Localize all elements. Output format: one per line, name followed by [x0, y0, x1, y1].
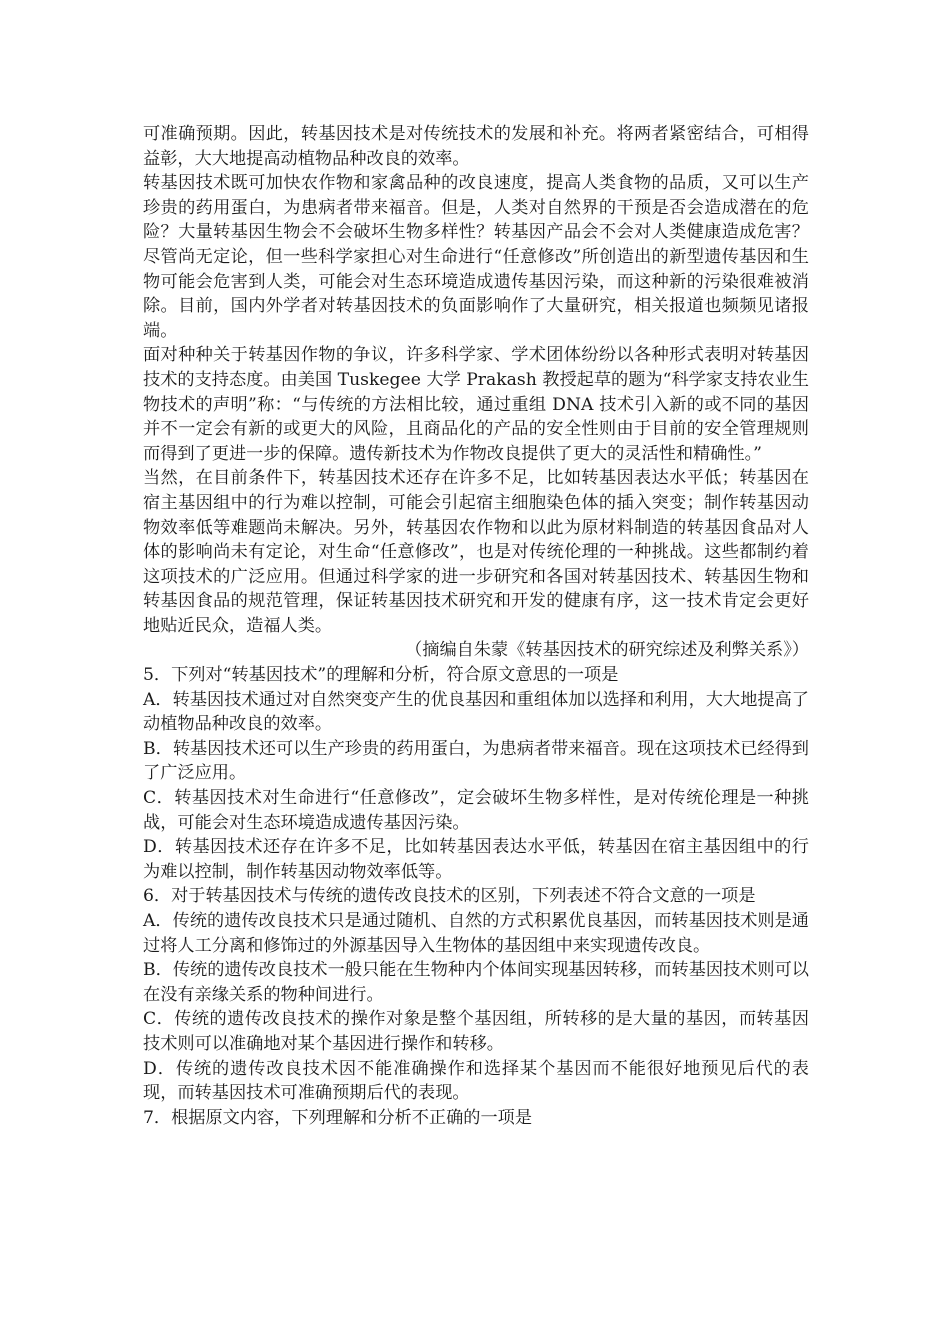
question-6-option-c: C．传统的遗传改良技术的操作对象是整个基因组，所转移的是大量的基因，而转基因技术则可以准确地对某个基因进行操作和转移。 [143, 1009, 809, 1054]
question-6-stem: 6．对于转基因技术与传统的遗传改良技术的区别，下列表述不符合文意的一项是 [143, 886, 756, 907]
question-5-stem: 5．下列对“转基因技术”的理解和分析，符合原文意思的一项是 [143, 665, 619, 686]
passage-paragraph: 当然，在目前条件下，转基因技术还存在许多不足，比如转基因表达水平低；转基因在宿主基因组中的行为难以控制，可能会引起宿主细胞染色体的插入突变；制作转基因动物效率低等难题尚未解决。另外，转基因农作物和以此为原材料制造的转基因食品对人体的影响尚未有定论，对生命“任意修改”，也是对传统伦理的一种挑战。这些都制约着这项技术的广泛应用。但通过科学家的进一步研究和各国对转基因技术、转基因生物和转基因食品的规范管理，保证转基因技术研究和开发的健康有序，这一技术肯定会更好地贴近民众，造福人类。 [143, 468, 809, 636]
question-6-option-a: A．传统的遗传改良技术只是通过随机、自然的方式积累优良基因，而转基因技术则是通过将人工分离和修饰过的外源基因导入生物体的基因组中来实现遗传改良。 [143, 911, 809, 956]
question-5-option-a: A．转基因技术通过对自然突变产生的优良基因和重组体加以选择和利用，大大地提高了动植物品种改良的效率。 [143, 689, 809, 735]
question-5-option-b: B．转基因技术还可以生产珍贵的药用蛋白，为患病者带来福音。现在这项技术已经得到了广泛应用。 [143, 738, 809, 784]
question-7-stem: 7．根据原文内容，下列理解和分析不正确的一项是 [143, 1107, 533, 1128]
question-6-option-d: D．传统的遗传改良技术因不能准确操作和选择某个基因而不能很好地预见后代的表现，而转基因技术可准确预期后代的表现。 [143, 1058, 809, 1104]
question-5-option-c: C．转基因技术对生命进行“任意修改”，定会破坏生物多样性，是对传统伦理是一种挑战，可能会对生态环境造成遗传基因污染。 [143, 788, 809, 833]
document-page [143, 122, 809, 1130]
question-5-option-d: D．转基因技术还存在许多不足，比如转基因表达水平低，转基因在宿主基因组中的行为难以控制，制作转基因动物效率低等。 [143, 837, 809, 882]
question-6-option-b: B．传统的遗传改良技术一般只能在生物种内个体间实现基因转移，而转基因技术则可以在没有亲缘关系的物种间进行。 [143, 960, 809, 1005]
passage-paragraph: 可准确预期。因此，转基因技术是对传统技术的发展和补充。将两者紧密结合，可相得益彰，大大地提高动植物品种改良的效率。 [143, 124, 809, 169]
passage-paragraph: 面对种种关于转基因作物的争议，许多科学家、学术团体纷纷以各种形式表明对转基因技术的支持态度。由美国 Tuskegee 大学 Prakash 教授起草的题为“科学家支持农业生物技术的声明”称：“与传统的方法相比较，通过重组 DNA 技术引入新的或不同的基因并不一定会有新的或更大的风险，且商品化的产品的安全性则由于目前的安全管理规则而得到了更进一步的保障。遗传新技术为作物改良提供了更大的灵活性和精确性。” [143, 345, 809, 464]
passage-source: （摘编自朱蒙《转基因技术的研究综述及利弊关系》） [405, 640, 809, 661]
passage-paragraph: 转基因技术既可加快农作物和家禽品种的改良速度，提高人类食物的品质，又可以生产珍贵的药用蛋白，为患病者带来福音。但是，人类对自然界的干预是否会造成潜在的危险？大量转基因生物会不会破坏生物多样性？转基因产品会不会对人类健康造成危害？尽管尚无定论，但一些科学家担心对生命进行“任意修改”所创造出的新型遗传基因和生物可能会危害到人类，可能会对生态环境造成遗传基因污染，而这种新的污染很难被消除。目前，国内外学者对转基因技术的负面影响作了大量研究，相关报道也频频见诸报端。 [143, 173, 809, 341]
